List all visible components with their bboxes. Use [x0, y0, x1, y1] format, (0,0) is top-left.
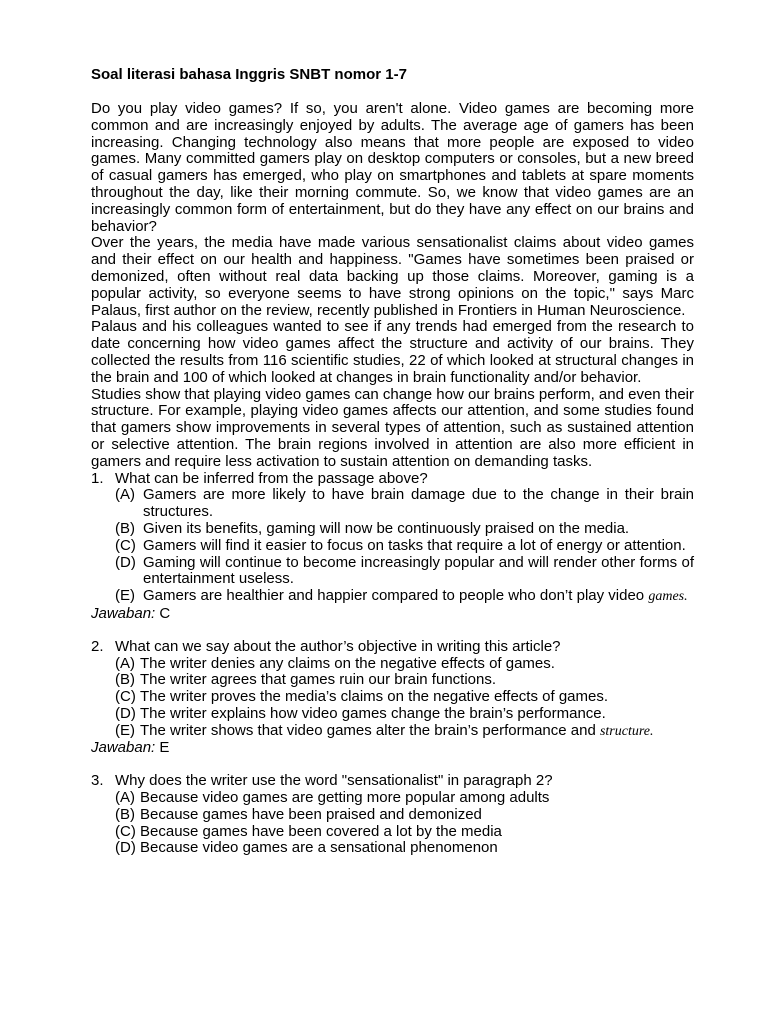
- option-text: Given its benefits, gaming will now be continuously praised on the media.: [143, 519, 630, 537]
- option-text-tail: games.: [648, 589, 688, 605]
- answer-label: Jawaban:: [91, 604, 156, 622]
- question-number: 1.: [91, 469, 104, 487]
- document-title: Soal literasi bahasa Inggris SNBT nomor 1-7: [91, 66, 407, 83]
- answer-label: Jawaban:: [91, 739, 156, 757]
- option-label: (A): [115, 486, 135, 504]
- option-label: (B): [115, 671, 135, 689]
- option-label: (B): [115, 519, 135, 537]
- option-a: [115, 487, 694, 521]
- option-text: The writer shows that video games alter the brain’s performance and: [140, 721, 596, 739]
- passage-paragraph-1: Do you play video games? If so, you aren't alone. Video games are becoming more common and are increasingly enjoyed by adults. The average age of gamers has been increasing. Changing technology also means that more people are exposed to video games. Many committed gamers play on desktop computers or consoles, but a new breed of casual gamers has emerged, who play on smartphones and tablets at spare moments throughout the day, like their morning commute. So, we know that video games are an increasingly common form of entertainment, but do they have any effect on our brains and behavior?: [91, 100, 694, 235]
- option-text: The writer proves the media’s claims on the negative effects of games.: [140, 688, 609, 706]
- option-text: The writer explains how video games change the brain’s performance.: [140, 704, 606, 722]
- option-e: [115, 723, 694, 741]
- options-list: [91, 790, 694, 857]
- option-label: (D): [115, 553, 136, 571]
- option-label: (E): [115, 587, 135, 605]
- option-text: The writer agrees that games ruin our brain functions.: [140, 671, 497, 689]
- option-d: [115, 840, 694, 857]
- option-c: [115, 689, 694, 706]
- option-text-tail: structure.: [599, 723, 654, 739]
- option-d: [115, 706, 694, 723]
- option-d: [115, 555, 694, 589]
- option-label: (A): [115, 654, 135, 672]
- option-text: Gamers will find it easier to focus on tasks that require a lot of energy or attention.: [143, 536, 686, 554]
- answer-value: E: [159, 739, 170, 757]
- option-text: Because games have been covered a lot by the media: [140, 822, 502, 840]
- option-label: (D): [115, 704, 136, 722]
- options-list: [91, 487, 694, 606]
- option-e: [115, 588, 694, 606]
- question-3: [91, 773, 694, 857]
- option-c: [115, 538, 694, 555]
- option-text: Gaming will continue to become increasingly popular and will render other forms of entertainment useless.: [143, 553, 694, 588]
- option-b: [115, 807, 694, 824]
- option-label: (D): [115, 839, 136, 857]
- question-number: 2.: [91, 637, 104, 655]
- option-a: [115, 656, 694, 673]
- option-text-wrap: [140, 723, 694, 741]
- passage-paragraph-4: Studies show that playing video games can change how our brains perform, and even their structure. For example, playing video games affects our attention, and some studies found that gamers show improvements in several types of attention, such as sustained attention or selective attention. The brain regions involved in attention are also more efficient in gamers and require less activation to sustain attention on demanding tasks.: [91, 385, 694, 470]
- option-b: [115, 521, 694, 538]
- option-text: Gamers are healthier and happier compared to people who don’t play video: [143, 587, 645, 605]
- question-number: 3.: [91, 772, 104, 790]
- question-1: [91, 471, 694, 606]
- option-label: (B): [115, 805, 135, 823]
- passage-paragraph-2: Over the years, the media have made various sensationalist claims about video games and their effect on our health and happiness. "Games have sometimes been praised or demonized, often without real data backing up those claims. Moreover, gaming is a popular activity, so everyone seems to have strong opinions on the topic," says Marc Palaus, first author on the review, recently published in Frontiers in Human Neuroscience.: [91, 234, 694, 319]
- option-text: Gamers are more likely to have brain damage due to the change in their brain structures.: [143, 486, 694, 521]
- option-label: (C): [115, 822, 136, 840]
- question-2: [91, 639, 694, 741]
- answer-2: [91, 740, 694, 757]
- answer-1: [91, 606, 694, 623]
- option-text: Because games have been praised and demonized: [140, 805, 482, 823]
- answer-value: C: [159, 604, 171, 622]
- option-text: Because video games are a sensational phenomenon: [140, 839, 498, 857]
- option-label: (C): [115, 688, 136, 706]
- option-label: (A): [115, 789, 135, 807]
- question-text: What can we say about the author’s objective in writing this article?: [115, 637, 561, 655]
- option-label: (E): [115, 721, 135, 739]
- option-text: The writer denies any claims on the negative effects of games.: [140, 654, 555, 672]
- passage-paragraph-3: Palaus and his colleagues wanted to see if any trends had emerged from the research to date concerning how video games affect the structure and activity of our brains. They collected the results from 116 scientific studies, 22 of which looked at structural changes in the brain and 100 of which looked at changes in brain functionality and/or behavior.: [91, 318, 694, 386]
- question-text: What can be inferred from the passage above?: [115, 469, 428, 487]
- option-c: [115, 824, 694, 841]
- options-list: [91, 656, 694, 741]
- option-text-wrap: [143, 588, 694, 606]
- option-text: Because video games are getting more popular among adults: [140, 789, 550, 807]
- option-a: [115, 790, 694, 807]
- question-text: Why does the writer use the word "sensationalist" in paragraph 2?: [115, 772, 553, 790]
- option-label: (C): [115, 536, 136, 554]
- option-b: [115, 672, 694, 689]
